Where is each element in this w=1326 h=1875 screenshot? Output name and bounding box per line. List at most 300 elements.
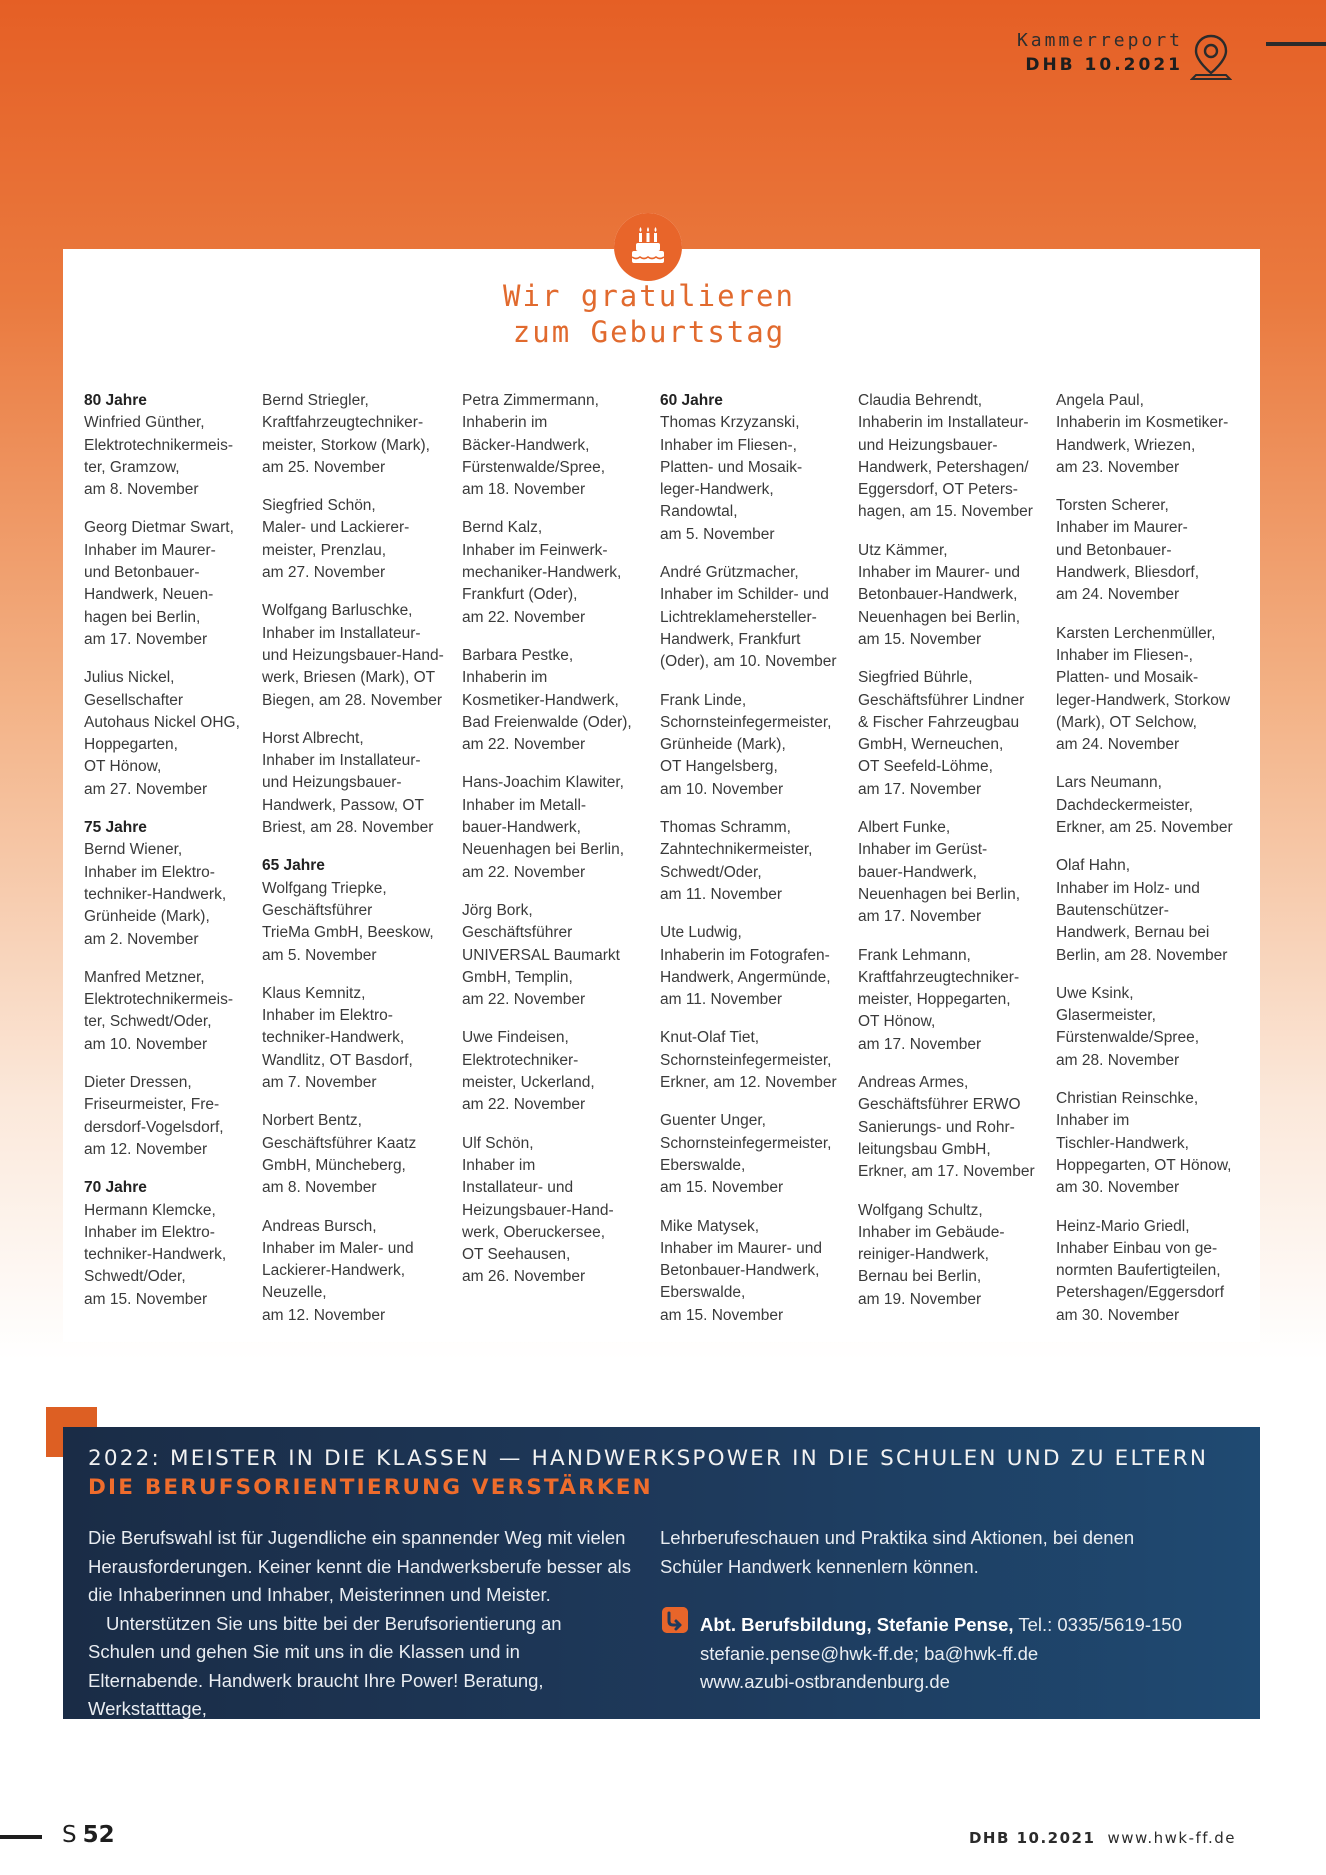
birthday-entry-line: techniker-Handwerk, (262, 1029, 405, 1047)
location-pin-icon (1190, 33, 1232, 81)
birthday-entry-line: Bäcker-Handwerk, (462, 436, 590, 454)
birthday-column-5 (858, 390, 1053, 1327)
birthday-entry-line: Schornsteinfegermeister, (660, 1051, 832, 1069)
birthday-entry-line: Bautenschützer- (1056, 901, 1169, 919)
birthday-entry-line: am 22. November (462, 736, 586, 754)
birthday-entry-line: Friseurmeister, Fre- (84, 1096, 220, 1114)
birthday-entry-line: am 10. November (84, 1035, 208, 1053)
birthday-entry-line: hagen, am 15. November (858, 503, 1033, 521)
birthday-entry-line: ter, Gramzow, (84, 458, 180, 476)
birthday-entry-line: am 17. November (84, 630, 208, 648)
birthday-entry-line: Ute Ludwig, (660, 924, 742, 942)
birthday-entry-line: UNIVERSAL Baumarkt (462, 946, 620, 964)
birthday-entry-line: Erkner, am 25. November (1056, 819, 1233, 837)
birthday-entry-line: meister, Prenzlau, (262, 541, 387, 559)
birthday-entry (858, 540, 1053, 651)
birthday-entry-line: Petershagen/Eggersdorf (1056, 1284, 1225, 1302)
birthday-entry-line: Inhaber im Elektro- (262, 1007, 393, 1025)
birthday-entry-line: am 25. November (262, 458, 386, 476)
birthday-entry-line: Inhaberin im Fotografen- (660, 946, 830, 964)
birthday-entry-line: Albert Funke, (858, 819, 951, 837)
birthday-entry-line: OT Hönow, (84, 758, 162, 776)
birthday-entry (262, 495, 457, 584)
birthday-entry-line: am 30. November (1056, 1179, 1180, 1197)
info-box-title: 2022: MEISTER IN DIE KLASSEN — HANDWERKSPOWER IN DIE SCHULEN UND ZU ELTERN (88, 1446, 1209, 1471)
info-paragraph-2: Unterstützen Sie uns bitte bei der Berufsorientierung an Schulen und gehen Sie mit uns in die Klassen und in Elternabende. Handwerk braucht Ihre Power! Beratung, Werkstatttage, (88, 1612, 562, 1719)
birthday-entry-line: Randowtal, (660, 503, 738, 521)
birthday-entry-line: Schwedt/Oder, (84, 1268, 186, 1286)
birthday-entry-line: Handwerk, Wriezen, (1056, 436, 1196, 454)
birthday-entry-line: Handwerk, Frankfurt (660, 630, 801, 648)
birthday-entry-line: Inhaberin im Installateur- (858, 414, 1029, 432)
birthday-entry-line: Hoppegarten, OT Hönow, (1056, 1156, 1232, 1174)
birthday-entry (262, 983, 457, 1094)
birthday-entry-line: Torsten Scherer, (1056, 497, 1169, 515)
footer-issue: DHB 10.2021 (968, 1829, 1096, 1847)
birthday-entry-line: und Betonbauer- (84, 564, 200, 582)
birthday-entry-line: Bernd Striegler, (262, 392, 369, 409)
birthday-entry-line: Thomas Krzyzanski, (660, 414, 800, 432)
birthday-entry-line: Georg Dietmar Swart, (84, 519, 234, 537)
birthday-entry-line: Angela Paul, (1056, 392, 1144, 409)
birthday-entry-line: Elektrotechnikermeis- (84, 991, 234, 1009)
birthday-entry-line: Inhaber im Feinwerk- (462, 541, 608, 559)
birthday-entry-line: Inhaber im (462, 1156, 536, 1174)
birthday-entry-line: am 11. November (660, 991, 783, 1009)
birthday-entry-line: Inhaberin im (462, 414, 548, 432)
birthday-entry-line: Inhaber im Gebäude- (858, 1223, 1005, 1241)
birthday-entry-line: mechaniker-Handwerk, (462, 564, 622, 582)
birthday-entry-line: Uwe Findeisen, (462, 1029, 569, 1047)
birthday-entry-line: am 11. November (660, 885, 783, 903)
birthday-entry-line: Inhaber im Metall- (462, 796, 587, 814)
birthday-column-2 (262, 390, 457, 1343)
birthday-entry-line: Eberswalde, (660, 1284, 746, 1302)
birthday-entry-line: OT Hönow, (858, 1013, 936, 1031)
card-title-line-2: zum Geburtstag (512, 315, 786, 349)
birthday-entry-line: am 22. November (462, 863, 586, 881)
birthday-entry-line: Wandlitz, OT Basdorf, (262, 1051, 413, 1069)
birthday-entry-line: Platten- und Mosaik- (660, 458, 803, 476)
info-box-right-text: Lehrberufeschauen und Praktika sind Aktionen, bei denen Schüler Handwerk kennenlern können. (660, 1527, 1135, 1577)
age-group-heading: 80 Jahre (84, 392, 147, 409)
birthday-entry (858, 1200, 1053, 1311)
birthday-entry-line: Inhaber im Installateur- (262, 624, 421, 642)
birthday-entry-line: normten Baufertigteilen, (1056, 1262, 1221, 1280)
birthday-entry-line: Handwerk, Neuen- (84, 586, 214, 604)
birthday-entry-line: Olaf Hahn, (1056, 857, 1131, 875)
birthday-entry (660, 1027, 850, 1094)
birthday-entry-line: Biegen, am 28. November (262, 691, 443, 709)
birthday-entry-line: am 18. November (462, 481, 586, 499)
contact-email[interactable]: stefanie.pense@hwk-ff.de; ba@hwk-ff.de (700, 1642, 1039, 1664)
birthday-entry (462, 1133, 652, 1289)
birthday-entry-line: am 17. November (858, 780, 982, 798)
birthday-entry-line: Andreas Armes, (858, 1074, 969, 1092)
birthday-entry (660, 1216, 850, 1327)
birthday-entry-line: Dachdeckermeister, (1056, 796, 1193, 814)
birthday-entry-line: Erkner, am 12. November (660, 1074, 837, 1092)
birthday-entry-line: Inhaber im Maurer- (1056, 519, 1188, 537)
birthday-entry-line: Neuenhagen bei Berlin, (858, 885, 1021, 903)
birthday-entry-line: Bernau bei Berlin, (858, 1268, 982, 1286)
birthday-entry-line: werk, Oberuckersee, (462, 1223, 605, 1241)
birthday-entry-line: Dieter Dressen, (84, 1074, 192, 1092)
birthday-entry-line: am 22. November (462, 608, 586, 626)
birthday-entry-line: Jörg Bork, (462, 901, 533, 919)
birthday-entry-line: Schwedt/Oder, (660, 863, 762, 881)
birthday-entry-line: am 19. November (858, 1290, 982, 1308)
birthday-entry-line: Berlin, am 28. November (1056, 946, 1228, 964)
birthday-entry-line: & Fischer Fahrzeugbau (858, 713, 1020, 731)
birthday-entry-line: Geschäftsführer Lindner (858, 691, 1025, 709)
birthday-entry-line: Klaus Kemnitz, (262, 984, 366, 1002)
birthday-entry (262, 1216, 457, 1327)
birthday-entry-line: am 2. November (84, 930, 199, 948)
birthday-entry-line: OT Seefeld-Löhme, (858, 758, 993, 776)
birthday-entry-line: Bad Freienwalde (Oder), (462, 713, 632, 731)
birthday-entry-line: Petra Zimmermann, (462, 392, 599, 409)
birthday-entry-line: Inhaber im Maurer- (84, 541, 216, 559)
birthday-entry-line: werk, Briesen (Mark), OT (262, 669, 436, 687)
birthday-entry (1056, 623, 1251, 757)
birthday-entry-line: Inhaber im Maurer- und (858, 564, 1020, 582)
birthday-entry-line: Inhaberin im (462, 669, 548, 687)
birthday-entry-line: Inhaberin im Kosmetiker- (1056, 414, 1229, 432)
birthday-entry-line: Handwerk, Bernau bei (1056, 924, 1210, 942)
birthday-entry-line: am 24. November (1056, 586, 1180, 604)
birthday-entry (1056, 1088, 1251, 1199)
info-box-left-text (88, 1524, 633, 1724)
footer-right (969, 1829, 1236, 1847)
birthday-entry-line: Elektrotechnikermeis- (84, 436, 234, 454)
age-group-heading: 75 Jahre (84, 819, 147, 837)
birthday-entry (84, 667, 254, 801)
contact-block (700, 1611, 1182, 1697)
birthday-entry-line: Julius Nickel, (84, 669, 175, 687)
birthday-entry-line: am 15. November (660, 1306, 784, 1324)
birthday-entry-line: TrieMa GmbH, Beeskow, (262, 924, 434, 942)
birthday-entry-line: hagen bei Berlin, (84, 608, 201, 626)
birthday-entry-line: Uwe Ksink, (1056, 984, 1134, 1002)
birthday-entry-line: am 12. November (84, 1140, 208, 1158)
birthday-entry (1056, 983, 1251, 1072)
birthday-entry-line: Handwerk, Passow, OT (262, 796, 424, 814)
birthday-entry-line: Frank Lehmann, (858, 946, 971, 964)
birthday-entry-line: am 15. November (660, 1179, 784, 1197)
birthday-entry-line: ter, Schwedt/Oder, (84, 1013, 212, 1031)
birthday-entry-line: Mike Matysek, (660, 1217, 760, 1235)
birthday-entry (858, 945, 1053, 1056)
birthday-entry-line: am 8. November (84, 481, 199, 499)
birthday-entry-line: und Heizungsbauer- (858, 436, 998, 454)
section-title: Kammerreport (1016, 30, 1183, 51)
birthday-entry-line: und Heizungsbauer-Hand- (262, 646, 444, 664)
birthday-entry-line: Inhaber im Maler- und (262, 1239, 414, 1257)
page-number-value: 52 (82, 1822, 115, 1848)
birthday-entry-line: Handwerk, Angermünde, (660, 968, 831, 986)
footer-rule (0, 1835, 42, 1839)
birthday-cake-icon (614, 213, 682, 281)
birthday-entry (462, 900, 652, 1011)
birthday-entry-line: am 15. November (858, 630, 982, 648)
birthday-entry-line: Geschäftsführer Kaatz (262, 1134, 417, 1152)
birthday-entry-line: am 24. November (1056, 736, 1180, 754)
birthday-entry-line: Guenter Unger, (660, 1112, 766, 1130)
birthday-entry-line: Fürstenwalde/Spree, (1056, 1029, 1200, 1047)
contact-website[interactable]: www.azubi-ostbrandenburg.de (700, 1671, 950, 1692)
page-number (62, 1822, 115, 1848)
birthday-entry-line: am 5. November (660, 525, 775, 543)
info-paragraph-1: Die Berufswahl ist für Jugendliche ein spannender Weg mit vielen Herausforderungen. Keiner kennt die Handwerksberufe besser als die Inhaberinnen und Inhaber, Meisterinnen und Meister. (88, 1527, 631, 1605)
birthday-entry-line: am 7. November (262, 1074, 377, 1092)
birthday-entry-line: Wolfgang Schultz, (858, 1201, 983, 1219)
birthday-entry-line: Erkner, am 17. November (858, 1163, 1035, 1181)
birthday-entry-line: Hermann Klemcke, (84, 1201, 216, 1219)
birthday-entry-line: am 27. November (84, 780, 208, 798)
birthday-entry-line: dersdorf-Vogelsdorf, (84, 1118, 224, 1136)
birthday-entry (462, 1027, 652, 1116)
birthday-entry-line: leger-Handwerk, Storkow (1056, 691, 1231, 709)
birthday-entry-line: techniker-Handwerk, (84, 885, 227, 903)
birthday-entry-line: Zahntechnikermeister, (660, 841, 813, 859)
birthday-entry-line: am 28. November (1056, 1051, 1180, 1069)
birthday-entry-line: Heizungsbauer-Hand- (462, 1201, 614, 1219)
birthday-entry-line: Fürstenwalde/Spree, (462, 458, 606, 476)
birthday-entry-line: Briest, am 28. November (262, 819, 434, 837)
info-box-subtitle: DIE BERUFSORIENTIERUNG VERSTÄRKEN (88, 1475, 653, 1500)
birthday-entry-line: Betonbauer-Handwerk, (858, 586, 1018, 604)
birthday-entry-line: am 30. November (1056, 1306, 1180, 1324)
birthday-entry-line: (Mark), OT Selchow, (1056, 713, 1197, 731)
birthday-entry (660, 562, 850, 673)
birthday-entry-line: am 12. November (262, 1306, 386, 1324)
birthday-entry-line: Sanierungs- und Rohr- (858, 1118, 1015, 1136)
birthday-entry (84, 517, 254, 651)
birthday-entry-line: Hoppegarten, (84, 736, 178, 754)
birthday-entry-line: am 23. November (1056, 458, 1180, 476)
birthday-entry-line: am 15. November (84, 1290, 208, 1308)
birthday-entry-line: Inhaber im Fliesen-, (1056, 646, 1193, 664)
age-group-heading: 60 Jahre (660, 392, 723, 409)
birthday-entry-line: Schornsteinfegermeister, (660, 1134, 832, 1152)
birthday-entry (660, 922, 850, 1011)
birthday-entry-line: Bernd Wiener, (84, 841, 183, 859)
birthday-entry (660, 1110, 850, 1199)
birthday-entry-line: Schornsteinfegermeister, (660, 713, 832, 731)
birthday-column-1 (84, 390, 254, 1327)
birthday-entry-line: Manfred Metzner, (84, 968, 205, 986)
birthday-entry-line: Heinz-Mario Griedl, (1056, 1217, 1190, 1235)
birthday-entry-line: Neuenhagen bei Berlin, (462, 841, 625, 859)
birthday-entry-line: GmbH, Werneuchen, (858, 736, 1004, 754)
birthday-entry-line: Maler- und Lackierer- (262, 519, 410, 537)
card-title (63, 278, 1235, 350)
arrow-link-icon (662, 1607, 688, 1633)
birthday-entry (1056, 855, 1251, 966)
birthday-entry-line: am 26. November (462, 1268, 586, 1286)
birthday-entry (462, 645, 652, 756)
birthday-entry-line: GmbH, Templin, (462, 968, 573, 986)
birthday-entry-line: Inhaber im Gerüst- (858, 841, 988, 859)
birthday-entry-line: Inhaber im Schilder- und (660, 586, 829, 604)
birthday-entry (462, 517, 652, 628)
birthday-entry-line: Grünheide (Mark), (660, 736, 786, 754)
birthday-entry-line: am 8. November (262, 1179, 377, 1197)
birthday-entry-line: Geschäftsführer (462, 924, 573, 942)
birthday-entry-line: techniker-Handwerk, (84, 1246, 227, 1264)
birthday-entry-line: Eberswalde, (660, 1156, 746, 1174)
birthday-entry (84, 1072, 254, 1161)
birthday-entry (462, 772, 652, 883)
birthday-entry-line: Eggersdorf, OT Peters- (858, 481, 1018, 499)
birthday-entry-line: Siegfried Bührle, (858, 669, 973, 687)
birthday-column-3 (462, 390, 652, 1305)
birthday-entry-line: am 22. November (462, 1096, 586, 1114)
birthday-entry-line: Horst Albrecht, (262, 729, 364, 747)
birthday-entry-line: Kraftfahrzeugtechniker- (262, 414, 424, 432)
birthday-entry-line: Inhaber im Holz- und (1056, 879, 1200, 897)
birthday-entry-line: reiniger-Handwerk, (858, 1246, 989, 1264)
contact-name: Abt. Berufsbildung, Stefanie Pense, (700, 1614, 1014, 1635)
birthday-entry (660, 412, 850, 546)
birthday-entry-line: am 10. November (660, 780, 784, 798)
birthday-column-6 (1056, 390, 1251, 1343)
birthday-entry-line: Karsten Lerchenmüller, (1056, 624, 1216, 642)
birthday-entry-line: Inhaber im Maurer- und (660, 1239, 822, 1257)
birthday-entry-line: Frankfurt (Oder), (462, 586, 578, 604)
birthday-entry-line: Handwerk, Bliesdorf, (1056, 564, 1200, 582)
birthday-entry (858, 1072, 1053, 1183)
birthday-entry-line: Utz Kämmer, (858, 541, 948, 559)
birthday-entry (858, 390, 1053, 524)
birthday-entry (84, 1200, 254, 1311)
birthday-entry-line: Inhaber im Fliesen-, (660, 436, 797, 454)
birthday-entry-line: Handwerk, Petershagen/ (858, 458, 1029, 476)
page-prefix: S (62, 1822, 77, 1848)
birthday-entry-line: Hans-Joachim Klawiter, (462, 774, 624, 792)
birthday-entry-line: Betonbauer-Handwerk, (660, 1262, 820, 1280)
contact-phone[interactable]: Tel.: 0335/5619-150 (1018, 1614, 1182, 1635)
birthday-entry-line: Inhaber im (1056, 1112, 1130, 1130)
birthday-entry-line: OT Hangelsberg, (660, 758, 778, 776)
birthday-entry-line: am 17. November (858, 908, 982, 926)
birthday-entry-line: Inhaber Einbau von ge- (1056, 1239, 1218, 1257)
birthday-entry-line: Lichtreklamehersteller- (660, 608, 817, 626)
birthday-entry-line: Installateur- und (462, 1179, 574, 1197)
birthday-entry-line: leger-Handwerk, (660, 481, 774, 499)
birthday-entry-line: Geschäftsführer ERWO (858, 1096, 1021, 1114)
birthday-entry-line: Neuenhagen bei Berlin, (858, 608, 1021, 626)
birthday-entry-line: GmbH, Müncheberg, (262, 1156, 406, 1174)
birthday-entry-line: Geschäftsführer (262, 901, 373, 919)
birthday-entry (1056, 495, 1251, 606)
birthday-entry (1056, 1216, 1251, 1327)
birthday-entry-line: Inhaber im Elektro- (84, 863, 215, 881)
footer-url[interactable]: www.hwk-ff.de (1107, 1829, 1236, 1847)
age-group-heading: 70 Jahre (84, 1179, 147, 1197)
birthday-entry (262, 390, 457, 479)
birthday-entry-line: Lackierer-Handwerk, (262, 1262, 405, 1280)
birthday-entry-line: und Heizungsbauer- (262, 774, 402, 792)
card-title-line-1: Wir gratulieren (503, 279, 795, 313)
birthday-entry-line: Autohaus Nickel OHG, (84, 713, 240, 731)
birthday-entry-line: Neuzelle, (262, 1284, 327, 1302)
birthday-entry-line: am 17. November (858, 1035, 982, 1053)
birthday-entry-line: meister, Uckerland, (462, 1074, 595, 1092)
birthday-entry-line: Grünheide (Mark), (84, 908, 210, 926)
birthday-entry-line: meister, Storkow (Mark), (262, 436, 430, 454)
birthday-entry (660, 690, 850, 801)
birthday-entry-line: OT Seehausen, (462, 1246, 571, 1264)
birthday-entry (262, 878, 457, 967)
birthday-entry-line: Elektrotechniker- (462, 1051, 579, 1069)
birthday-entry-line: meister, Hoppegarten, (858, 991, 1011, 1009)
birthday-entry-line: Christian Reinschke, (1056, 1090, 1199, 1108)
birthday-entry-line: Kraftfahrzeugtechniker- (858, 968, 1020, 986)
birthday-entry (660, 817, 850, 906)
birthday-entry (84, 412, 254, 501)
birthday-entry (84, 967, 254, 1056)
birthday-entry-line: und Betonbauer- (1056, 541, 1172, 559)
birthday-entry-line: Knut-Olaf Tiet, (660, 1029, 760, 1047)
birthday-entry-line: Andreas Bursch, (262, 1217, 377, 1235)
birthday-entry-line: Claudia Behrendt, (858, 392, 983, 409)
birthday-entry (1056, 772, 1251, 839)
birthday-entry (462, 390, 652, 501)
issue-label: DHB 10.2021 (1025, 55, 1183, 75)
birthday-entry-line: Kosmetiker-Handwerk, (462, 691, 619, 709)
birthday-entry (858, 817, 1053, 928)
birthday-entry-line: Bernd Kalz, (462, 519, 543, 537)
birthday-entry-line: leitungsbau GmbH, (858, 1140, 991, 1158)
birthday-entry-line: am 5. November (262, 946, 377, 964)
birthday-entry-line: Inhaber im Elektro- (84, 1223, 215, 1241)
birthday-entry-line: Tischler-Handwerk, (1056, 1134, 1189, 1152)
birthday-entry-line: Barbara Pestke, (462, 646, 574, 664)
birthday-entry-line: Thomas Schramm, (660, 819, 791, 837)
birthday-entry-line: Winfried Günther, (84, 414, 205, 432)
birthday-entry-line: Ulf Schön, (462, 1134, 534, 1152)
age-group-heading: 65 Jahre (262, 857, 325, 875)
birthday-entry-line: am 22. November (462, 991, 586, 1009)
birthday-entry-line: Wolfgang Triepke, (262, 879, 387, 897)
birthday-entry-line: Gesellschafter (84, 691, 184, 709)
birthday-entry-line: André Grützmacher, (660, 564, 799, 582)
birthday-entry-line: Glasermeister, (1056, 1007, 1156, 1025)
birthday-column-4 (660, 390, 850, 1343)
birthday-entry (262, 1110, 457, 1199)
page-header (1017, 30, 1183, 75)
birthday-entry-line: Inhaber im Installateur- (262, 752, 421, 770)
birthday-entry-line: bauer-Handwerk, (858, 863, 977, 881)
birthday-entry-line: Lars Neumann, (1056, 774, 1162, 792)
birthday-entry-line: bauer-Handwerk, (462, 819, 581, 837)
birthday-entry (858, 667, 1053, 801)
birthday-entry (262, 728, 457, 839)
birthday-entry-line: Norbert Bentz, (262, 1112, 362, 1130)
birthday-entry-line: Platten- und Mosaik- (1056, 669, 1199, 687)
birthday-entry-line: Frank Linde, (660, 691, 747, 709)
header-rule (1266, 42, 1326, 46)
birthday-entry-line: am 27. November (262, 564, 386, 582)
birthday-entry-line: Wolfgang Barluschke, (262, 602, 413, 620)
birthday-entry (84, 839, 254, 950)
birthday-entry (262, 600, 457, 711)
birthday-entry-line: Siegfried Schön, (262, 497, 376, 515)
birthday-entry-line: (Oder), am 10. November (660, 653, 837, 671)
birthday-entry (1056, 390, 1251, 479)
